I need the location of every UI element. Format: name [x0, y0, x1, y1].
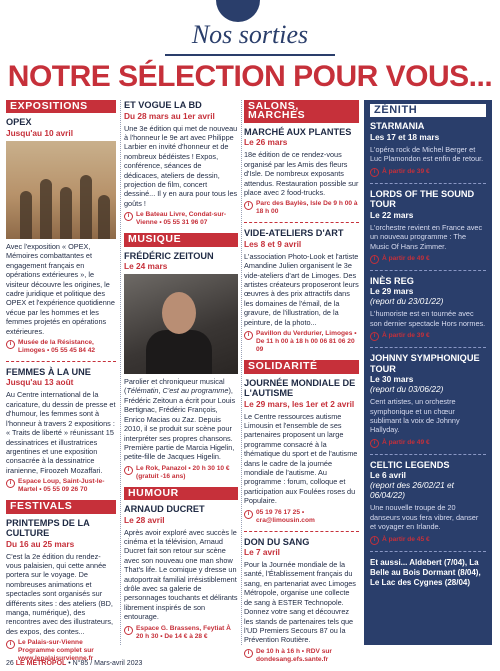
event-date: Le 26 mars — [244, 137, 288, 148]
header-circle-ornament — [216, 0, 260, 22]
event-title: PRINTEMPS DE LA CULTURE — [6, 517, 90, 539]
section-kicker: Nos sorties — [191, 20, 309, 49]
separator — [370, 551, 486, 552]
event-description: Parolier et chroniqueur musical (Télématin, C'est au programme), Frédéric Zeitoun a écrit pour Louis Bertignac, Frédéric François, Enrico Macias ou Zaz. Depuis 2010, il se produit sur scène pour interpréter ses propres chansons. Première partie de Marcia Higelin, petite-fille de Jacques Higelin. — [124, 377, 236, 462]
separator — [370, 454, 486, 455]
event-description: Au Centre international de la caricature, du dessin de presse et d'humour, les femmes sont à l'honneur à travers 2 expositions : « Traits de liberté » réunissant 15 dessinatrices et illustratrices argentines et une exposition consacrée à la dessinatrice iranienne, Firoozeh Mozaffari. — [6, 390, 116, 475]
event-date: Jusqu'au 13 août — [6, 377, 74, 388]
event-title: STARMANIA — [370, 121, 425, 132]
event-description: L'association Photo-Look et l'artiste Amandine Julien organisent le 3e vide-ateliers d'art de Limoges. Des artistes créateurs proposeront leurs œuvres à des prix attractifs dans les domaines de l'émail, de la gravure, de l'illustration, de la peinture, de la photo... — [244, 251, 359, 327]
event-report-note: (report du 03/06/22) — [370, 384, 444, 395]
page-number: 26 — [6, 660, 14, 667]
event-date: Le 29 mars, les 1er et 2 avril — [244, 398, 355, 409]
info-icon: i — [244, 201, 253, 210]
rubric-expositions: EXPOSITIONS — [6, 100, 116, 113]
info-icon: i — [370, 168, 379, 177]
event-title: CELTIC LEGENDS — [370, 459, 450, 470]
soldier-figure — [60, 187, 72, 239]
event-venue: i De 10 h à 16 h • RDV sur dondesang.efs.sante.fr — [244, 648, 359, 664]
event-date: Le 22 mars — [370, 209, 414, 220]
event-price: i À partir de 49 € — [370, 438, 430, 448]
rubric-salons-marches: SALONS, MARCHÉS — [244, 100, 359, 123]
event-description: L'humoriste est en tournée avec son dernier spectacle Hors normes. — [370, 309, 486, 328]
info-icon: i — [6, 340, 15, 349]
separator — [244, 531, 359, 532]
event-date: Du 16 au 25 mars — [6, 538, 75, 549]
event-date: Les 8 et 9 avril — [244, 238, 302, 249]
zenith-list — [370, 121, 486, 551]
event-date: Le 7 avril — [244, 547, 280, 558]
kicker-underline — [165, 54, 335, 56]
event-report-note: (report du 23/01/22) — [370, 296, 444, 307]
info-icon: i — [124, 212, 133, 221]
info-icon: i — [244, 649, 253, 658]
column-expositions-festivals — [6, 100, 116, 663]
info-icon: i — [6, 479, 15, 488]
event-price: i À partir de 39 € — [370, 167, 430, 177]
event-price: i À partir de 45 € — [370, 535, 430, 545]
event-date: Le 24 mars — [124, 261, 168, 272]
event-description: Pour la Journée mondiale de la santé, l'Établissement français du sang, en partenariat avec Limoges Métropole, organise une collecte de sang à ESTER Technopole. Donnez votre sang et découvrez les stands de partenaires tels que l'UD Premiers Secours 87 ou la Prévention Routière. — [244, 560, 356, 645]
event-title: VIDE-ATELIERS D'ART — [244, 228, 344, 239]
event-venue: i Le Bateau Livre, Condat-sur-Vienne • 05 55 31 96 07 — [124, 211, 238, 227]
soldier-figure — [98, 195, 110, 239]
issue-info: • N°85 / Mars-avril 2023 — [68, 660, 143, 667]
zenith-item — [370, 276, 486, 348]
info-icon: i — [124, 626, 133, 635]
zenith-also: Et aussi... Aldebert (7/04), La Belle au Bois Dormant (8/04), Le Lac des Cygnes (28/04) — [370, 557, 481, 587]
event-title: OPEX — [6, 117, 32, 128]
event-description: C'est la 2e édition du rendez-vous palaisien, qui cette année portera sur le voyage. De nombreuses animations et spectacles sont organisés sur différents sites : des ateliers (BD, manga, numérique), des rencontres avec des illustrateurs, des expos, des contes... — [6, 551, 114, 636]
opex-photo — [6, 141, 116, 239]
column-bd-musique-humour — [124, 100, 238, 641]
zenith-item — [370, 460, 486, 552]
event-title: FRÉDÉRIC ZEITOUN — [124, 250, 214, 261]
page-title: NOTRE SÉLECTION POUR VOUS... — [7, 60, 493, 93]
event-description: 18e édition de ce rendez-vous organisé par les Amis des fleurs d'Isle. De nombreux exposants attendus. Restauration possible sur place avec 2 food-trucks. — [244, 150, 359, 197]
rubric-solidarite: SOLIDARITÉ — [244, 360, 359, 373]
event-venue: i Le Rok, Panazol • 20 h 30 10 € (gratuit -16 ans) — [124, 465, 238, 481]
portrait-face — [162, 292, 196, 334]
separator — [244, 222, 359, 223]
soldier-figure — [80, 175, 92, 239]
event-title: ARNAUD DUCRET — [124, 504, 205, 515]
event-price: i À partir de 39 € — [370, 331, 430, 341]
event-description: Avec l'exposition « OPEX, Mémoires combattantes et engagement français en opérations extérieures », le visiteur découvre les origines, le cadre juridique et politique des OPEX et l'expérience quotidienne vécue par les hommes et les femmes projetés en opérations extérieures. — [6, 241, 115, 336]
event-title: JOHNNY SYMPHONIQUE TOUR — [370, 353, 480, 374]
event-venue: i Pavillon du Verdurier, Limoges • De 11 h 00 à 18 h 00 06 81 06 20 09 — [244, 330, 359, 354]
event-title: INÈS REG — [370, 275, 414, 286]
zeitoun-photo — [124, 274, 238, 374]
event-venue: i Espace G. Brassens, Feytiat À 20 h 30 • De 14 € à 28 € — [124, 625, 238, 641]
separator — [370, 183, 486, 184]
separator — [370, 347, 486, 348]
event-title: FEMMES À LA UNE — [6, 366, 91, 377]
event-title: MARCHÉ AUX PLANTES — [244, 126, 352, 137]
soldier-figure — [20, 191, 32, 239]
event-title: LORDS OF THE SOUND TOUR — [370, 188, 475, 210]
info-icon: i — [370, 439, 379, 448]
event-date: Du 28 mars au 1er avril — [124, 110, 215, 121]
rubric-musique: MUSIQUE — [124, 233, 238, 246]
separator — [370, 270, 486, 271]
event-description: L'opéra rock de Michel Berger et Luc Plamondon est enfin de retour. — [370, 144, 484, 164]
event-date: Le 30 mars — [370, 374, 414, 385]
column-salons-solidarite — [244, 100, 359, 664]
page-footer — [6, 660, 142, 667]
column-zenith — [364, 100, 492, 645]
info-icon: i — [370, 332, 379, 341]
info-icon: i — [244, 510, 253, 519]
event-date: Le 6 avril — [370, 470, 406, 481]
event-contact: i 05 19 76 17 25 • cra@limousin.com — [244, 509, 359, 525]
info-icon: i — [244, 331, 253, 340]
column-divider — [120, 100, 121, 645]
magazine-name: LE MÉTROPOL — [15, 660, 67, 667]
event-report-note: (report des 26/02/21 et 06/04/22) — [370, 480, 454, 501]
event-date: Le 29 mars — [370, 286, 414, 297]
event-title: DON DU SANG — [244, 536, 310, 547]
event-venue: i Espace Loup, Saint-Just-le-Martel • 05 55 09 26 70 — [6, 478, 116, 494]
rubric-zenith: ZÉNITH — [370, 104, 486, 117]
event-date: Jusqu'au 10 avril — [6, 127, 73, 138]
portrait-body — [146, 330, 212, 374]
info-icon: i — [124, 466, 133, 475]
event-description: L'orchestre revient en France avec un nouveau programme : The Music Of Hans Zimmer. — [370, 222, 483, 251]
event-description: Après avoir exploré avec succès le cinéma et la télévision, Arnaud Ducret fait son retour sur scène avec son nouveau one man show That's life. Le comique y dresse un autoportrait familial irrésistiblement drôle avec sa galerie de personnages touchants et délirants librement inspirés de son entourage. — [124, 527, 238, 622]
rubric-festivals: FESTIVALS — [6, 500, 116, 513]
event-price: i À partir de 49 € — [370, 254, 430, 264]
event-description: Une 3e édition qui met de nouveau à l'honneur le 9e art avec Philippe Larbier en invité d'honneur et de nombreux bédéistes ! Expos, conférence, séances de dédicaces, ateliers de dessin, projection de film, concert dessiné... Il y en aura pour tous les goûts ! — [124, 123, 238, 208]
info-icon: i — [370, 536, 379, 545]
info-icon: i — [6, 640, 15, 649]
event-title: ET VOGUE LA BD — [124, 100, 202, 110]
event-venue: i Musée de la Résistance, Limoges • 05 55 45 84 42 — [6, 339, 116, 355]
event-title: JOURNÉE MONDIALE DE L'AUTISME — [244, 377, 356, 398]
event-date: Le 28 avril — [124, 514, 165, 525]
soldier-figure — [40, 179, 52, 239]
separator — [6, 361, 116, 362]
event-date: Les 17 et 18 mars — [370, 131, 440, 142]
event-description: Le Centre ressources autisme Limousin et l'ensemble de ses partenaires proposent un large programme consacré à la thématique du sport et de l'autisme dans le cadre de la journée mondiale de l'autisme. Au programme : forum, colloque et participation aux Foulées roses du Populaire. — [244, 411, 358, 506]
event-description: Une nouvelle troupe de 20 danseurs vous fera vibrer, danser et voyager en Irlande. — [370, 503, 479, 532]
zenith-item — [370, 189, 486, 271]
event-venue: i Le Palais-sur-Vienne Programme complet sur www.lepalaisurvienne.fr — [6, 639, 116, 663]
column-divider — [241, 100, 242, 645]
info-icon: i — [370, 255, 379, 264]
rubric-humour: HUMOUR — [124, 487, 238, 500]
event-description: Cent artistes, un orchestre symphonique et un chœur sublimant la voix de Johnny Hallyday. — [370, 397, 460, 435]
event-venue: i Parc des Baylès, Isle De 9 h 00 à 18 h 00 — [244, 200, 359, 216]
zenith-item — [370, 353, 486, 455]
zenith-item — [370, 121, 486, 183]
